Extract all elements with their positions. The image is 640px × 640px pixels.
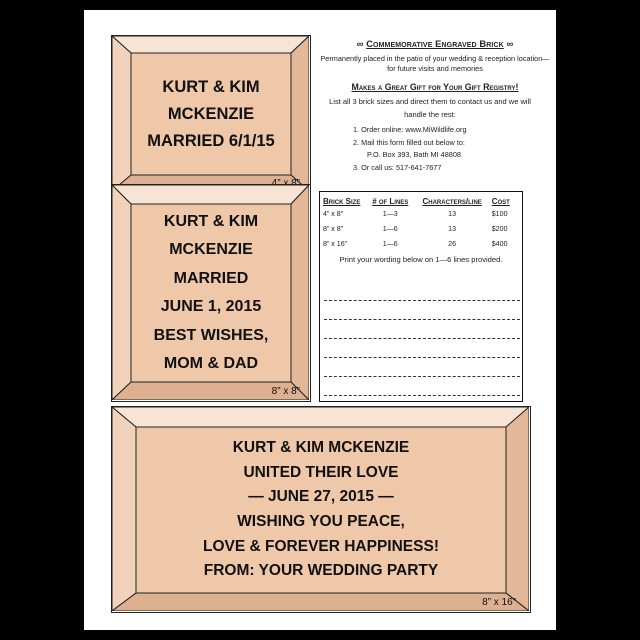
- engraving-line: — JUNE 27, 2015 —: [248, 488, 394, 506]
- brick-engraving: [131, 204, 291, 382]
- table-row: [323, 240, 522, 255]
- order-form: [319, 191, 523, 402]
- brick-info-panel: [317, 38, 553, 174]
- mail-address: P.O. Box 393, Bath MI 48808: [367, 150, 461, 159]
- engraving-line: KURT & KIM MCKENZIE: [232, 439, 410, 457]
- cell-characters: 26: [448, 240, 457, 248]
- col-brick-size: Brick Size: [323, 197, 361, 206]
- section-heading: [317, 38, 553, 49]
- cell-lines: 1—6: [382, 225, 398, 233]
- step-mail: 2. Mail this form filled out below to:: [353, 137, 465, 147]
- cell-size: 4” x 8”: [323, 210, 344, 218]
- gift-registry-heading: Makes a Great Gift for Your Gift Registry!: [351, 82, 519, 92]
- engraving-line: WISHING YOU PEACE,: [237, 513, 405, 530]
- engraving-line: MCKENZIE: [167, 104, 255, 123]
- engraving-line: BEST WISHES,: [153, 326, 269, 344]
- cell-size: 8” x 16”: [323, 240, 348, 248]
- price-table-header: [323, 197, 522, 210]
- step-call: 3. Or call us: 517-641-7677: [353, 162, 442, 172]
- engraving-line: LOVE & FOREVER HAPPINESS!: [203, 537, 439, 555]
- wording-line-1[interactable]: [324, 282, 520, 301]
- cell-lines: 1—3: [382, 210, 398, 218]
- infinity-icon: ∞: [356, 38, 364, 49]
- brick-8x8-sample: [111, 184, 311, 402]
- table-row: [323, 225, 522, 240]
- ordering-steps: [353, 124, 553, 174]
- wording-line-4[interactable]: [324, 339, 520, 358]
- flyer-page: [84, 10, 556, 630]
- engraving-line: KURT & KIM: [162, 77, 260, 96]
- wording-line-5[interactable]: [324, 358, 520, 377]
- brick-size-label: 8” x 16”: [482, 597, 516, 608]
- wording-line-6[interactable]: [324, 377, 520, 396]
- step-online: 1. Order online: www.MiWildlife.org: [353, 125, 467, 134]
- engraving-line: MARRIED: [173, 269, 249, 287]
- infinity-icon: ∞: [506, 38, 514, 49]
- cell-cost: $400: [491, 240, 508, 248]
- col-cost: Cost: [491, 197, 510, 206]
- wording-line-3[interactable]: [324, 320, 520, 339]
- engraving-line: FROM: YOUR WEDDING PARTY: [203, 562, 439, 580]
- brick-engraving: [131, 53, 291, 175]
- col-lines: # of Lines: [372, 197, 409, 206]
- engraving-line: MOM & DAD: [163, 355, 259, 372]
- engraving-line: JUNE 1, 2015: [160, 298, 262, 315]
- brick-size-label: 8” x 8”: [271, 386, 300, 397]
- table-row: [323, 210, 522, 225]
- cell-characters: 13: [448, 210, 457, 218]
- engraving-line: UNITED THEIR LOVE: [243, 463, 399, 481]
- cell-cost: $100: [491, 210, 508, 218]
- cell-size: 8” x 8”: [323, 225, 344, 233]
- cell-characters: 13: [448, 225, 457, 233]
- price-table: [323, 197, 522, 255]
- brick-8x16-sample: [111, 406, 531, 613]
- cell-cost: $200: [491, 225, 508, 233]
- engraving-line: KURT & KIM: [163, 212, 259, 230]
- engraving-line: MARRIED 6/1/15: [147, 131, 275, 150]
- wording-line-2[interactable]: [324, 301, 520, 320]
- ordering-intro: List all 3 brick sizes and direct them to contact us and we will handle the rest:: [329, 97, 531, 119]
- cell-lines: 1—6: [382, 240, 398, 248]
- col-characters: Characters/line: [422, 197, 482, 206]
- brick-4x8-sample: [111, 35, 311, 193]
- brick-engraving: [136, 427, 506, 593]
- print-instruction: Print your wording below on 1—6 lines provided.: [339, 255, 503, 264]
- engraving-line: MCKENZIE: [169, 241, 253, 258]
- brick-description: Permanently placed in the patio of your wedding & reception location—for future visits and memories: [320, 54, 550, 73]
- heading-text: Commemorative Engraved Brick: [366, 38, 504, 49]
- wording-lines: [324, 282, 520, 396]
